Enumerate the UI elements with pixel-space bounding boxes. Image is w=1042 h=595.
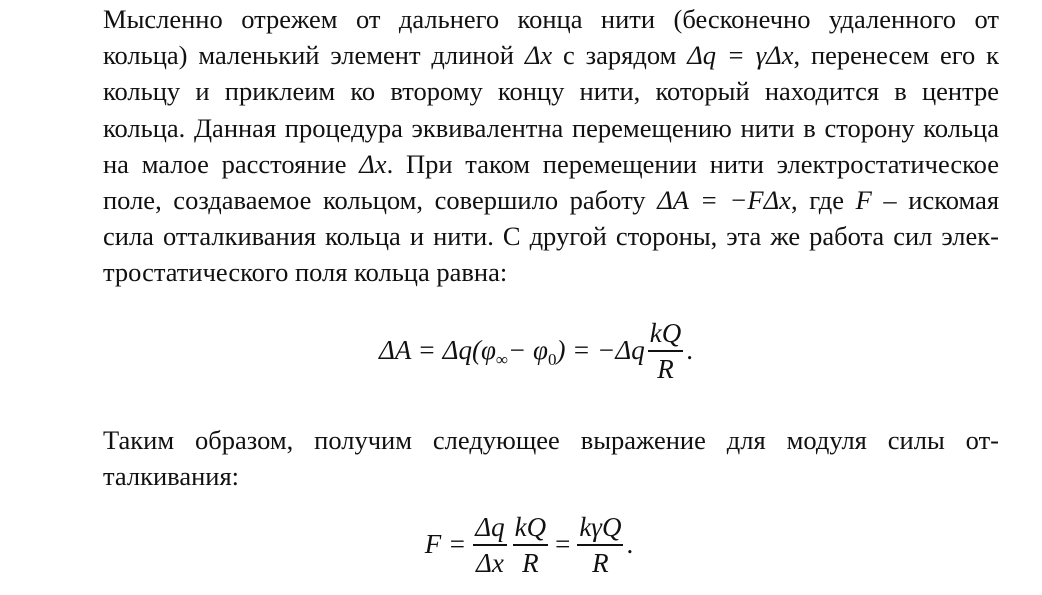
fraction-numerator: kQ bbox=[514, 512, 547, 542]
formula-mid: − φ bbox=[508, 335, 548, 366]
math-charge-element: Δq = γΔx bbox=[687, 40, 794, 71]
formula-lhs: ΔA = Δq(φ bbox=[379, 335, 496, 366]
fraction-denominator: Δx bbox=[476, 547, 504, 578]
text-fragment: поле, создаваемое кольцом, совершило работу bbox=[103, 185, 646, 216]
fraction-dq-over-dx bbox=[473, 512, 506, 578]
text-line-1: Мысленно отрежем от дальнего конца нити (бесконечно удаленного от bbox=[103, 4, 999, 34]
text-line-6 bbox=[27, 182, 999, 218]
math-delta-x: Δx bbox=[524, 40, 553, 71]
fraction-kq-over-r bbox=[513, 512, 548, 578]
formula-rhs: ) = −Δq bbox=[556, 335, 645, 366]
paragraph-conclusion bbox=[27, 422, 999, 494]
formula-period: . bbox=[686, 335, 693, 366]
fraction-kq-over-r bbox=[648, 318, 683, 384]
math-force: F bbox=[855, 185, 872, 216]
text-line-8: тростатического поля кольца равна: bbox=[103, 257, 508, 288]
equals-sign: = bbox=[555, 529, 571, 560]
text-line-7: сила отталкивания кольца и нити. С другой стороны, эта же работа сил элек- bbox=[103, 221, 999, 252]
math-delta-x: Δx bbox=[359, 148, 387, 179]
text-fragment: , перенесем его к bbox=[793, 40, 1000, 71]
fraction-numerator: kγQ bbox=[579, 512, 622, 542]
text-fragment: , где bbox=[790, 185, 844, 216]
text-line-9: Таким образом, получим следующее выражение для модуля силы от- bbox=[103, 425, 999, 455]
text-line-2 bbox=[27, 37, 999, 73]
text-fragment: на малое расстояние bbox=[103, 148, 347, 179]
text-fragment: кольца) маленький элемент длиной bbox=[103, 40, 514, 71]
text-fragment: с зарядом bbox=[563, 40, 677, 71]
formula-period: . bbox=[626, 529, 634, 560]
subscript-infinity: ∞ bbox=[495, 349, 509, 369]
formula-force bbox=[0, 512, 1042, 578]
fraction-numerator: kQ bbox=[649, 318, 682, 348]
formula-lhs: F = bbox=[424, 529, 467, 560]
text-fragment: – искомая bbox=[883, 185, 1000, 216]
fraction-denominator: R bbox=[522, 547, 539, 578]
fraction-kgammaq-over-r bbox=[577, 512, 623, 578]
fraction-denominator: R bbox=[657, 353, 674, 384]
text-fragment: . При таком перемещении нити электростатическое bbox=[386, 148, 999, 179]
fraction-denominator: R bbox=[592, 547, 609, 578]
paragraph-derivation bbox=[27, 1, 999, 291]
text-line-4: кольца. Данная процедура эквивалентна перемещению нити в сторону кольца bbox=[103, 112, 999, 143]
subscript-zero: 0 bbox=[547, 349, 557, 369]
fraction-numerator: Δq bbox=[475, 512, 505, 542]
text-line-5 bbox=[27, 146, 999, 182]
text-line-10: талкивания: bbox=[103, 461, 240, 492]
text-line-3: кольцу и приклеим ко второму концу нити, который находится в центре bbox=[103, 76, 999, 107]
formula-work bbox=[0, 318, 1042, 384]
math-work: ΔA = −FΔx bbox=[657, 185, 791, 216]
